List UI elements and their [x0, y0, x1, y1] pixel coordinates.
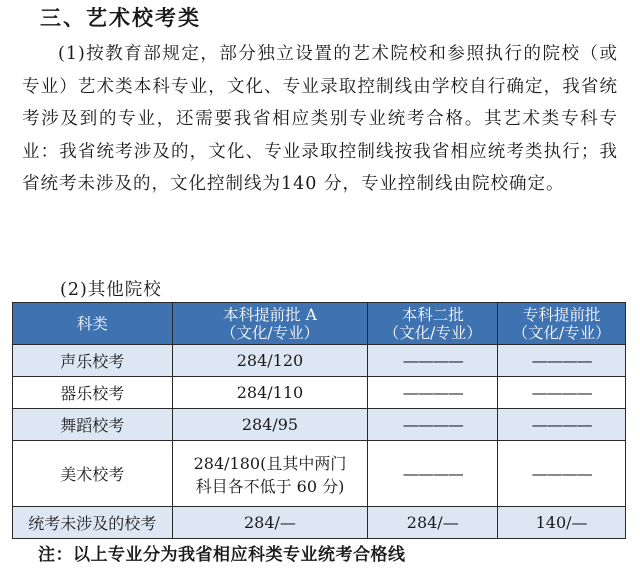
- table-row: [13, 409, 626, 441]
- header-subject: [13, 303, 173, 345]
- header-batch-2-label: 本科二批: [401, 305, 464, 324]
- cell-batch-a: [172, 441, 368, 507]
- cell-vocational: ————: [498, 377, 626, 409]
- table-header-row: [13, 303, 626, 345]
- cell-batch-2: ————: [368, 377, 498, 409]
- header-batch-a: [172, 303, 368, 345]
- header-batch-2-sub: （文化/专业）: [383, 323, 482, 342]
- header-subject-label: 科类: [76, 314, 108, 333]
- cell-batch-a: 284/110: [172, 377, 368, 409]
- cell-subject: 声乐校考: [13, 345, 173, 377]
- header-vocational-label: 专科提前批: [522, 305, 601, 324]
- cell-batch-a-line1: 284/180(且其中两门: [193, 453, 347, 473]
- cell-batch-2: ————: [368, 441, 498, 507]
- header-batch-2: [368, 303, 498, 345]
- header-batch-a-label: 本科提前批 A: [223, 305, 317, 324]
- score-table: [12, 302, 626, 539]
- table-row: [13, 507, 626, 539]
- table-row: [13, 441, 626, 507]
- cell-batch-2: ————: [368, 409, 498, 441]
- header-vocational-sub: （文化/专业）: [512, 323, 611, 342]
- cell-subject: 舞蹈校考: [13, 409, 173, 441]
- cell-subject: 统考未涉及的校考: [13, 507, 173, 539]
- header-vocational: [498, 303, 626, 345]
- cell-batch-a-line2: 科目各不低于 60 分): [195, 476, 345, 496]
- footnote: 注：以上专业分为我省相应科类专业统考合格线: [38, 545, 406, 565]
- cell-subject: 美术校考: [13, 441, 173, 507]
- cell-subject: 器乐校考: [13, 377, 173, 409]
- cell-vocational: ————: [498, 441, 626, 507]
- cell-batch-2: ————: [368, 345, 498, 377]
- cell-batch-a: 284/—: [172, 507, 368, 539]
- table-row: [13, 377, 626, 409]
- cell-vocational: ————: [498, 409, 626, 441]
- policy-paragraph: [22, 38, 618, 201]
- paragraph-text: (1)按教育部规定，部分独立设置的艺术院校和参照执行的院校（或专业）艺术类本科专业，文化、专业录取控制线由学校自行确定，我省统考涉及到的专业，还需要我省相应类别专业统考合格。其艺术类专科专业：我省统考涉及的，文化、专业录取控制线按我省相应统考类执行；我省统考未涉及的，文化控制线为140 分，专业控制线由院校确定。: [22, 44, 618, 194]
- cell-batch-2: 284/—: [368, 507, 498, 539]
- cell-vocational: ————: [498, 345, 626, 377]
- header-batch-a-sub: （文化/专业）: [220, 323, 320, 342]
- cell-batch-a: 284/95: [172, 409, 368, 441]
- table-row: [13, 345, 626, 377]
- cell-vocational: 140/—: [498, 507, 626, 539]
- subheading: (2)其他院校: [60, 280, 162, 300]
- section-heading: 三、艺术校考类: [40, 5, 201, 30]
- cell-batch-a: 284/120: [172, 345, 368, 377]
